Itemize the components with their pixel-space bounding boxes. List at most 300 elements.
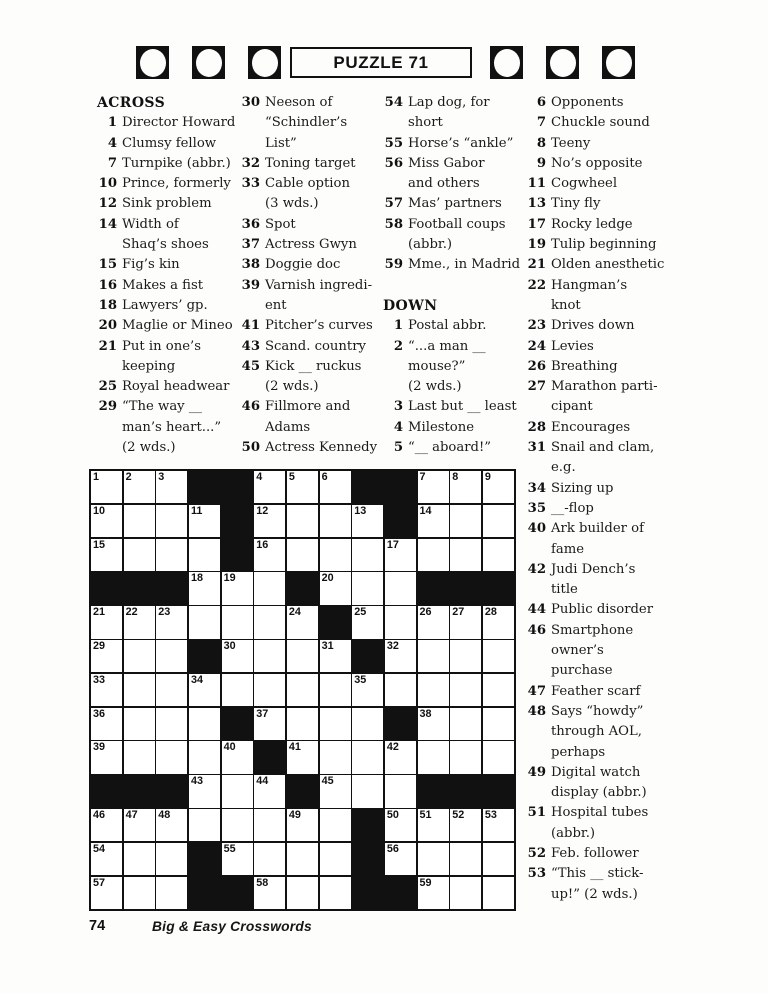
grid-cell[interactable] (91, 640, 122, 672)
clue-number: 58 (384, 216, 403, 232)
grid-cell[interactable] (385, 809, 416, 841)
grid-cell[interactable] (287, 471, 318, 503)
clue-column-2 (240, 93, 384, 458)
grid-cell[interactable] (352, 505, 383, 537)
book-title: Big & Easy Crosswords (152, 919, 312, 934)
grid-cell[interactable] (254, 572, 285, 604)
grid-cell[interactable] (124, 708, 155, 740)
clue-text: No’s opposite (551, 155, 643, 171)
grid-cell[interactable] (287, 640, 318, 672)
cell-number: 1 (93, 471, 100, 483)
grid-block (222, 877, 253, 909)
grid-cell[interactable] (450, 809, 481, 841)
clue-item (383, 255, 527, 275)
grid-cell[interactable] (483, 640, 514, 672)
clue-number: 30 (241, 95, 260, 110)
clue-text: Director Howard (122, 115, 236, 131)
clue-text: Sink problem (122, 196, 212, 212)
clue-text: Fig’s kin (122, 257, 180, 273)
clue-text: Levies (551, 338, 594, 354)
clue-number: 14 (98, 216, 117, 232)
grid-cell[interactable] (450, 471, 481, 503)
clue-item (97, 134, 241, 154)
grid-block (450, 775, 481, 807)
grid-cell[interactable] (156, 640, 187, 672)
grid-cell[interactable] (352, 741, 383, 773)
grid-cell[interactable] (254, 775, 285, 807)
clue-item (240, 255, 384, 275)
clue-number: 36 (241, 216, 260, 232)
cell-number: 49 (288, 809, 301, 822)
grid-block (222, 471, 253, 503)
clue-item (97, 174, 241, 194)
clue-number: 23 (527, 318, 546, 334)
clue-number: 34 (527, 480, 546, 496)
clue-item (526, 763, 696, 804)
grid-cell[interactable] (254, 505, 285, 537)
grid-cell[interactable] (254, 843, 285, 875)
clue-item (240, 154, 384, 174)
grid-cell[interactable] (254, 708, 285, 740)
clue-number: 40 (527, 521, 546, 537)
clue-item (97, 397, 241, 458)
clue-text: “...a man __ mouse?” (2 wds.) (408, 338, 486, 395)
clue-text: Olden anesthetic (551, 257, 665, 273)
cell-number: 13 (354, 504, 367, 517)
grid-block (320, 606, 351, 638)
grid-cell[interactable] (124, 606, 155, 638)
grid-cell[interactable] (287, 809, 318, 841)
grid-cell[interactable] (287, 674, 318, 706)
cell-number: 11 (190, 504, 203, 517)
grid-cell[interactable] (189, 505, 220, 537)
grid-cell[interactable] (254, 809, 285, 841)
clue-number: 51 (527, 805, 546, 821)
grid-cell[interactable] (124, 674, 155, 706)
grid-cell[interactable] (287, 741, 318, 773)
clue-item (526, 357, 696, 377)
clue-item (97, 154, 241, 174)
grid-block (352, 471, 383, 503)
grid-cell[interactable] (91, 708, 122, 740)
clue-text: “__ aboard!” (408, 440, 492, 456)
clue-number: 19 (527, 237, 546, 253)
grid-cell[interactable] (418, 471, 449, 503)
grid-cell[interactable] (287, 539, 318, 571)
clue-text: Smartphone owner’s purchase (551, 622, 634, 679)
grid-cell[interactable] (352, 539, 383, 571)
grid-cell[interactable] (352, 775, 383, 807)
cell-number: 26 (419, 606, 432, 619)
grid-cell[interactable] (287, 843, 318, 875)
grid-cell[interactable] (352, 708, 383, 740)
clue-item (526, 337, 696, 357)
grid-cell[interactable] (156, 843, 187, 875)
grid-cell[interactable] (320, 809, 351, 841)
grid-block (222, 539, 253, 571)
grid-block (352, 809, 383, 841)
cell-number: 24 (288, 606, 301, 619)
cell-number: 7 (419, 471, 426, 483)
grid-cell[interactable] (385, 606, 416, 638)
clue-number: 45 (241, 358, 260, 374)
cell-number: 21 (93, 606, 106, 619)
cell-number: 40 (223, 741, 236, 754)
grid-block (222, 505, 253, 537)
cell-number: 19 (223, 572, 236, 585)
cell-number: 2 (125, 471, 132, 483)
circle-icon (140, 49, 166, 77)
clue-item (240, 235, 384, 255)
clue-item (526, 113, 696, 133)
clue-text: Makes a fist (122, 277, 204, 293)
grid-cell[interactable] (91, 843, 122, 875)
clue-number: 39 (241, 277, 260, 293)
grid-cell[interactable] (189, 539, 220, 571)
circle-square-ornament-icon (192, 46, 225, 79)
grid-cell[interactable] (418, 809, 449, 841)
clue-text: Last but __ least (408, 399, 517, 415)
grid-block (189, 877, 220, 909)
grid-cell[interactable] (156, 606, 187, 638)
clue-item (526, 803, 696, 844)
grid-cell[interactable] (91, 606, 122, 638)
grid-block (287, 775, 318, 807)
cell-number: 50 (386, 809, 399, 822)
circle-square-ornament-icon (490, 46, 523, 79)
grid-cell[interactable] (320, 741, 351, 773)
grid-cell[interactable] (254, 640, 285, 672)
clue-item (240, 337, 384, 357)
clue-number: 49 (527, 764, 546, 780)
down-heading: DOWN (383, 297, 438, 314)
clue-item (383, 418, 527, 438)
clue-item (383, 215, 527, 256)
grid-cell[interactable] (287, 877, 318, 909)
cell-number: 43 (190, 775, 203, 788)
grid-block (189, 843, 220, 875)
grid-cell[interactable] (222, 775, 253, 807)
clue-item (240, 316, 384, 336)
grid-cell[interactable] (254, 877, 285, 909)
clue-number: 22 (527, 277, 546, 293)
grid-cell[interactable] (450, 640, 481, 672)
clue-item (97, 316, 241, 336)
grid-cell[interactable] (124, 471, 155, 503)
grid-cell[interactable] (418, 741, 449, 773)
clue-text: Tulip beginning (551, 237, 657, 253)
grid-block (254, 741, 285, 773)
grid-cell[interactable] (483, 539, 514, 571)
clue-text: Pitcher’s curves (265, 318, 373, 334)
clue-text: Says “howdy” through AOL, perhaps (551, 703, 644, 760)
grid-cell[interactable] (483, 809, 514, 841)
clue-item (526, 134, 696, 154)
cell-number: 6 (321, 471, 328, 483)
grid-cell[interactable] (124, 539, 155, 571)
clue-text: Public disorder (551, 602, 654, 618)
clue-text: Royal headwear (122, 379, 230, 395)
clue-text: Encourages (551, 419, 631, 435)
grid-cell[interactable] (385, 775, 416, 807)
clue-number: 12 (98, 196, 117, 212)
clue-number: 11 (527, 176, 546, 192)
grid-cell[interactable] (222, 606, 253, 638)
grid-cell[interactable] (124, 877, 155, 909)
grid-cell[interactable] (418, 708, 449, 740)
clue-item (526, 174, 696, 194)
grid-cell[interactable] (189, 572, 220, 604)
grid-cell[interactable] (450, 741, 481, 773)
grid-cell[interactable] (320, 708, 351, 740)
grid-block (124, 572, 155, 604)
clue-item (526, 560, 696, 601)
cell-number: 33 (93, 673, 106, 686)
circle-icon (550, 49, 576, 77)
clue-text: Width of Shaq’s shoes (122, 216, 209, 253)
grid-block (385, 877, 416, 909)
grid-block (385, 471, 416, 503)
grid-cell[interactable] (450, 606, 481, 638)
clue-text: Maglie or Mineo (122, 318, 233, 334)
grid-cell[interactable] (418, 539, 449, 571)
grid-cell[interactable] (320, 539, 351, 571)
grid-cell[interactable] (156, 471, 187, 503)
clue-text: Marathon parti- cipant (551, 379, 658, 415)
cell-number: 56 (386, 842, 399, 855)
clue-item (526, 276, 696, 317)
cell-number: 32 (386, 640, 399, 653)
grid-cell[interactable] (222, 809, 253, 841)
cell-number: 35 (354, 673, 367, 686)
grid-cell[interactable] (222, 572, 253, 604)
grid-cell[interactable] (385, 843, 416, 875)
cell-number: 37 (256, 707, 269, 720)
clue-text: Mas’ partners (408, 196, 502, 212)
clue-number: 1 (107, 115, 117, 131)
circle-square-ornament-icon (602, 46, 635, 79)
cell-number: 55 (223, 842, 236, 855)
grid-block (352, 640, 383, 672)
clue-text: Sizing up (551, 480, 614, 496)
grid-block (418, 572, 449, 604)
grid-cell[interactable] (450, 708, 481, 740)
grid-cell[interactable] (156, 877, 187, 909)
clue-text: Postal abbr. (408, 318, 487, 334)
grid-cell[interactable] (450, 843, 481, 875)
clue-item (526, 235, 696, 255)
grid-cell[interactable] (385, 741, 416, 773)
clue-number: 38 (241, 257, 260, 273)
grid-cell[interactable] (483, 471, 514, 503)
grid-cell[interactable] (189, 775, 220, 807)
grid-cell[interactable] (254, 471, 285, 503)
grid-cell[interactable] (352, 606, 383, 638)
clue-number: 31 (527, 440, 546, 456)
grid-cell[interactable] (483, 606, 514, 638)
clue-text: Drives down (551, 318, 635, 334)
grid-cell[interactable] (418, 606, 449, 638)
grid-cell[interactable] (418, 877, 449, 909)
clue-number: 16 (98, 277, 117, 293)
grid-cell[interactable] (124, 843, 155, 875)
grid-cell[interactable] (222, 674, 253, 706)
grid-cell[interactable] (124, 809, 155, 841)
grid-cell[interactable] (320, 877, 351, 909)
clue-number: 55 (384, 135, 403, 151)
grid-cell[interactable] (254, 606, 285, 638)
grid-cell[interactable] (352, 674, 383, 706)
clue-text: Fillmore and Adams (265, 399, 351, 435)
clue-item (383, 438, 527, 458)
grid-cell[interactable] (189, 809, 220, 841)
grid-block (124, 775, 155, 807)
clue-item (526, 215, 696, 235)
grid-cell[interactable] (483, 708, 514, 740)
grid-cell[interactable] (320, 674, 351, 706)
circle-icon (196, 49, 222, 77)
grid-cell[interactable] (222, 640, 253, 672)
grid-cell[interactable] (385, 539, 416, 571)
grid-cell[interactable] (189, 741, 220, 773)
grid-cell[interactable] (91, 809, 122, 841)
clue-number: 44 (527, 602, 546, 618)
clue-text: Tiny fly (551, 196, 601, 212)
grid-cell[interactable] (418, 640, 449, 672)
grid-cell[interactable] (483, 741, 514, 773)
grid-cell[interactable] (156, 708, 187, 740)
grid-cell[interactable] (91, 505, 122, 537)
cell-number: 28 (484, 606, 497, 619)
grid-cell[interactable] (418, 505, 449, 537)
clue-text: Hospital tubes (abbr.) (551, 805, 649, 841)
grid-cell[interactable] (189, 606, 220, 638)
grid-block (418, 775, 449, 807)
clue-item (383, 337, 527, 398)
circle-icon (252, 49, 278, 77)
grid-cell[interactable] (222, 741, 253, 773)
grid-cell[interactable] (483, 674, 514, 706)
clue-item (240, 174, 384, 215)
clue-number: 26 (527, 358, 546, 374)
grid-cell[interactable] (418, 674, 449, 706)
grid-cell[interactable] (156, 674, 187, 706)
clue-item (383, 93, 527, 134)
grid-block (222, 708, 253, 740)
clue-number: 1 (393, 318, 403, 334)
grid-cell[interactable] (385, 674, 416, 706)
clue-item (97, 215, 241, 256)
clue-number: 10 (98, 176, 117, 192)
cell-number: 18 (190, 572, 203, 585)
grid-cell[interactable] (91, 674, 122, 706)
cell-number: 51 (419, 809, 432, 822)
grid-cell[interactable] (189, 674, 220, 706)
clue-text: Turnpike (abbr.) (122, 155, 231, 171)
grid-cell[interactable] (320, 572, 351, 604)
grid-cell[interactable] (418, 843, 449, 875)
grid-cell[interactable] (287, 708, 318, 740)
grid-cell[interactable] (287, 606, 318, 638)
grid-cell[interactable] (483, 877, 514, 909)
grid-cell[interactable] (483, 843, 514, 875)
clue-text: Toning target (265, 155, 356, 171)
grid-cell[interactable] (352, 572, 383, 604)
clue-text: __-flop (551, 500, 594, 516)
grid-cell[interactable] (124, 640, 155, 672)
clue-number: 33 (241, 176, 260, 192)
cell-number: 38 (419, 707, 432, 720)
clue-number: 46 (527, 622, 546, 638)
grid-cell[interactable] (320, 843, 351, 875)
circle-square-ornament-icon (248, 46, 281, 79)
grid-cell[interactable] (189, 708, 220, 740)
cell-number: 25 (354, 606, 367, 619)
grid-cell[interactable] (254, 539, 285, 571)
grid-cell[interactable] (91, 539, 122, 571)
cell-number: 57 (93, 876, 106, 889)
grid-cell[interactable] (91, 741, 122, 773)
grid-cell[interactable] (483, 505, 514, 537)
clue-text: Lawyers’ gp. (122, 297, 208, 313)
grid-cell[interactable] (320, 471, 351, 503)
grid-cell[interactable] (320, 505, 351, 537)
cell-number: 14 (419, 504, 432, 517)
grid-cell[interactable] (156, 539, 187, 571)
cell-number: 31 (321, 640, 334, 653)
grid-cell[interactable] (91, 877, 122, 909)
grid-cell[interactable] (320, 775, 351, 807)
grid-cell[interactable] (91, 471, 122, 503)
clue-text: Horse’s “ankle” (408, 135, 514, 151)
clue-number: 5 (393, 440, 403, 456)
clue-number: 59 (384, 257, 403, 273)
grid-cell[interactable] (156, 809, 187, 841)
clue-number: 18 (98, 297, 117, 313)
clue-item (526, 93, 696, 113)
grid-cell[interactable] (385, 640, 416, 672)
grid-block (352, 877, 383, 909)
clue-text: Put in one’s keeping (122, 338, 201, 374)
grid-cell[interactable] (450, 539, 481, 571)
grid-cell[interactable] (450, 505, 481, 537)
clue-text: Opponents (551, 95, 624, 110)
grid-cell[interactable] (156, 741, 187, 773)
clue-number: 50 (241, 440, 260, 456)
clue-text: Breathing (551, 358, 618, 374)
grid-cell[interactable] (450, 877, 481, 909)
grid-cell[interactable] (156, 505, 187, 537)
clue-item (97, 337, 241, 378)
clue-item (240, 357, 384, 398)
grid-cell[interactable] (124, 505, 155, 537)
grid-cell[interactable] (320, 640, 351, 672)
clue-number: 48 (527, 703, 546, 719)
grid-cell[interactable] (287, 505, 318, 537)
grid-cell[interactable] (385, 572, 416, 604)
page-number: 74 (89, 918, 106, 934)
clue-text: Miss Gabor and others (408, 155, 485, 192)
clue-number: 21 (527, 257, 546, 273)
grid-cell[interactable] (124, 741, 155, 773)
clue-item (97, 276, 241, 296)
cell-number: 3 (158, 471, 165, 483)
grid-block (189, 640, 220, 672)
grid-cell[interactable] (450, 674, 481, 706)
cell-number: 16 (256, 538, 269, 551)
grid-cell[interactable] (254, 674, 285, 706)
grid-cell[interactable] (222, 843, 253, 875)
